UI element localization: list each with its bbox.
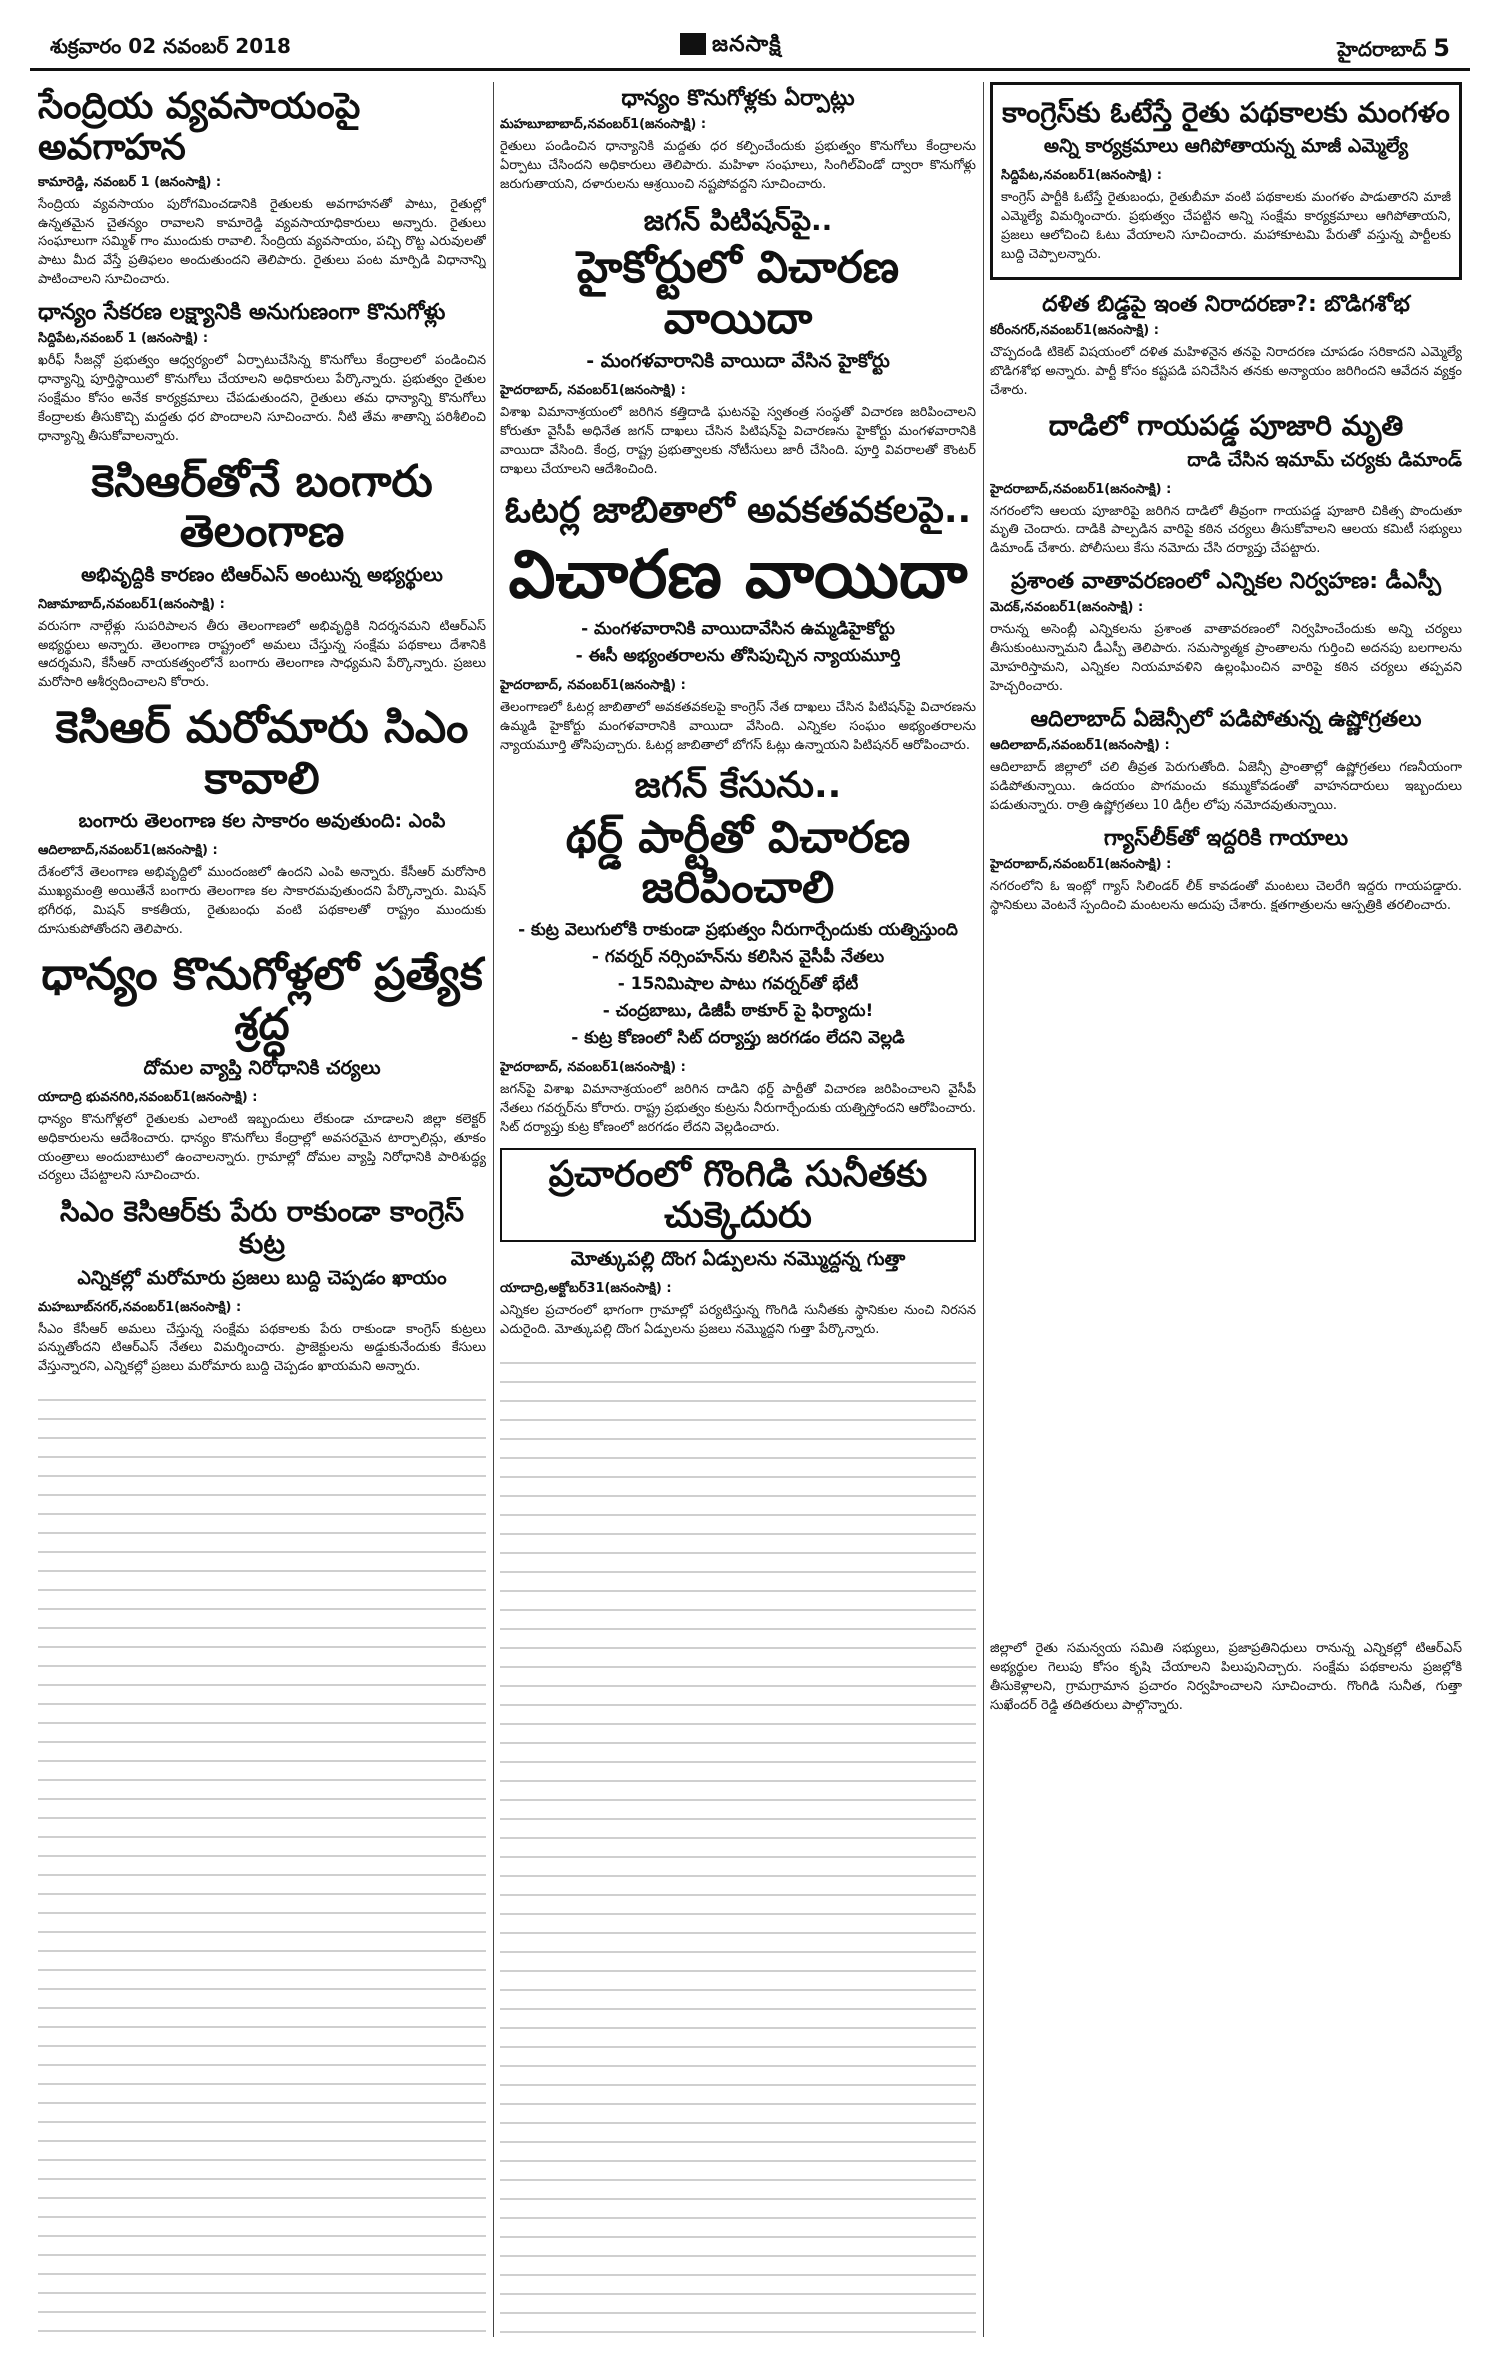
article-headline: గ్యాస్‌లీక్‌తో ఇద్దరికి గాయాలు	[1103, 825, 1349, 851]
article-headline: సేంద్రియ వ్యవసాయంపై అవగాహన	[38, 86, 361, 169]
article-subhead: ఎన్నికల్లో మరోమారు ప్రజలు బుద్ది చెప్పడం ఖాయం	[77, 1266, 447, 1289]
article	[990, 292, 1462, 401]
article-headline: ప్రశాంత వాతావరణంలో ఎన్నికల నిర్వహణ: డీఎస్పీ	[1010, 569, 1442, 595]
article-body: విశాఖ విమానాశ్రయంలో జరిగిన కత్తిదాడి ఘటనపై స్వతంత్ర సంస్థతో విచారణ జరిపించాలని కోరుతూ వైసీపీ అధినేత జగన్ దాఖలు చేసిన పిటిషన్‌పై విచారణను హైకోర్టు మంగళవారానికి వాయిదా వేసింది. కేంద్ర, రాష్ట్ర ప్రభుత్వాలకు నోటీసులు జారీ చేసింది. పూర్తి వివరాలతో కౌంటర్ దాఖలు చేయాలని ఆదేశించింది.	[500, 405, 976, 477]
article-subhead: మోత్కుపల్లి దొంగ ఏడ్పులను నమ్మొద్దన్న గుత్తా	[570, 1248, 906, 1271]
text-filler	[500, 1350, 976, 2337]
article	[500, 205, 976, 480]
article-boxed	[990, 82, 1462, 280]
article-body: జిల్లాలో రైతు సమన్వయ సమితి సభ్యులు, ప్రజాప్రతినిధులు రానున్న ఎన్నికల్లో టిఆర్‌ఎస్ అభ్యర్థుల గెలుపు కోసం కృషి చేయాలని పిలుపునిచ్చారు. సంక్షేమ పథకాలను ప్రజల్లోకి తీసుకెళ్లాలని, గ్రామగ్రామాన ప్రచారం నిర్వహించాలని సూచించారు. గొంగిడి సునీత, గుత్తా సుఖేందర్ రెడ్డి తదితరులు పాల్గొన్నారు.	[990, 1641, 1462, 1713]
edition-city	[1337, 34, 1450, 66]
article-headline: కెసిఆర్‌తోనే బంగారు తెలంగాణ	[91, 455, 433, 558]
article-headline: ప్రచారంలో గొంగిడి సునీతకు చుక్కెదురు	[500, 1148, 976, 1243]
article-dateline: హైదరాబాద్, నవంబర్1(జనంసాక్షి) :	[500, 677, 686, 693]
article-body: దేశంలోనే తెలంగాణ అభివృద్దిలో ముందంజలో ఉందని ఎంపి అన్నారు. కేసీఆర్ మరోసారి ముఖ్యమంత్రి అయితేనే బంగారు తెలంగాణ కల సాకారమవుతుందని పేర్కొన్నారు. మిషన్ భగీరథ, మిషన్ కాకతీయ, రైతుబంధు వంటి పథకాలతో రాష్ట్రం ముందుకు దూసుకుపోతోందని తెలిపారు.	[38, 865, 486, 937]
column-left	[38, 82, 486, 2337]
article-dateline: ఆదిలాబాద్,నవంబర్1(జనంసాక్షి) :	[990, 738, 1170, 754]
text-filler	[38, 1387, 486, 2337]
masthead	[30, 28, 1470, 71]
article-dateline: యాదాద్రి,అక్టోబర్31(జనంసాక్షి) :	[500, 1281, 672, 1297]
article-body: తెలంగాణలో ఓటర్ల జాబితాలో అవకతవకలపై కాంగ్రెస్ నేత దాఖలు చేసిన పిటిషన్‌పై విచారణను ఉమ్మడి హైకోర్టు మంగళవారానికి వాయిదా వేసింది. ఎన్నికల సంఘం అభ్యంతరాలను న్యాయమూర్తి తోసిపుచ్చారు. ఓటర్ల జాబితాలో బోగస్ ఓట్లు ఉన్నాయని పిటిషనర్ ఆరోపించారు.	[500, 699, 976, 753]
article	[500, 490, 976, 756]
article	[38, 703, 486, 940]
article-kicker: జగన్ కేసును..	[634, 765, 842, 807]
article-body: ధాన్యం కొనుగోళ్లలో రైతులకు ఎలాంటి ఇబ్బందులు లేకుండా చూడాలని జిల్లా కలెక్టర్ అధికారులను ఆదేశించారు. ధాన్యం కొనుగోలు కేంద్రాల్లో అవసరమైన టార్పాలిన్లు, తూకం యంత్రాలు అందుబాటులో ఉంచాలన్నారు. గ్రామాల్లో దోమల వ్యాప్తి నిరోధానికి పారిశుద్ధ్య చర్యలు చేపట్టాలని సూచించారు.	[38, 1111, 486, 1184]
bullet-item: - గవర్నర్ నర్సింహన్‌ను కలిసిన వైసీపీ నేతలు	[591, 946, 885, 967]
article	[38, 457, 486, 694]
article-body: చొప్పదండి టికెట్ విషయంలో దళిత మహిళనైన తనపై నిరాదరణ చూపడం సరికాదని ఎమ్మెల్యే బొడిగశోభ అన్నారు. పార్టీ కోసం కష్టపడి పనిచేసిన తనకు అన్యాయం జరిగిందని ఆవేదన వ్యక్తం చేశారు.	[990, 344, 1462, 398]
bullet-item: - కుట్ర కోణంలో సిట్ దర్యాప్తు జరగడం లేదని వెల్లడి	[571, 1027, 905, 1048]
logo-mark-icon	[680, 33, 706, 55]
article-headline: దాడిలో గాయపడ్డ పూజారి మృతి	[1048, 409, 1404, 443]
article	[38, 86, 486, 290]
page-number: 5	[1433, 34, 1450, 62]
article-body: ఎన్నికల ప్రచారంలో భాగంగా గ్రామాల్లో పర్యటిస్తున్న గొంగిడి సునీతకు స్థానికుల నుంచి నిరసన ఎదురైంది. మోత్కుపల్లి దొంగ ఏడ్పులను ప్రజలు నమ్మొద్దని గుత్తా పేర్కొన్నారు.	[500, 1303, 976, 1338]
bullet-item: - మంగళవారానికి వాయిదావేసిన ఉమ్మడిహైకోర్టు	[581, 618, 895, 639]
article-headline: హైకోర్టులో విచారణ వాయిదా	[576, 242, 900, 344]
article-kicker: జగన్ పిటిషన్‌పై..	[643, 203, 833, 237]
issue-date: శుక్రవారం 02 నవంబర్ 2018	[50, 34, 291, 58]
article-body: రానున్న అసెంబ్లీ ఎన్నికలను ప్రశాంత వాతావరణంలో నిర్వహించేందుకు అన్ని చర్యలు తీసుకుంటున్నామని డీఎస్పీ తెలిపారు. సమస్యాత్మక ప్రాంతాలను గుర్తించి అదనపు బలగాలను మోహరిస్తామని, ఎన్నికల నియమావళిని ఉల్లంఘించిన వారిపై కఠిన చర్యలు తప్పవని హెచ్చరించారు.	[990, 622, 1462, 694]
article-dateline: హైదరాబాద్,నవంబర్1(జనంసాక్షి) :	[990, 481, 1172, 497]
article-bullets	[500, 619, 976, 670]
article-headline: థర్డ్ పార్టీతో విచారణ జరిపించాలి	[565, 811, 911, 914]
article-dateline: హైదరాబాద్,నవంబర్1(జనంసాక్షి) :	[990, 856, 1172, 872]
city-name: హైదరాబాద్	[1337, 37, 1427, 61]
article-dateline: సిద్దిపేట,నవంబర్ 1 (జనంసాక్షి) :	[38, 331, 209, 347]
article-dateline: కరీంనగర్,నవంబర్1(జనంసాక్షి) :	[990, 322, 1159, 338]
column-divider	[493, 82, 494, 2337]
article-dateline: ఆదిలాబాద్,నవంబర్1(జనంసాక్షి) :	[38, 843, 218, 859]
article-dateline: యాదాద్రి భువనగిరి,నవంబర్1(జనంసాక్షి) :	[38, 1089, 258, 1105]
bullet-item: - 15నిమిషాల పాటు గవర్నర్‌తో భేటీ	[617, 973, 859, 994]
article	[500, 86, 976, 195]
article-body: సేంద్రియ వ్యవసాయం పురోగమించడానికి రైతులకు అవగాహనతో పాటు, రైతుల్లో ఉన్నతమైన చైతన్యం రావాలని కామారెడ్డి వ్యవసాయాధికారులు అన్నారు. రైతులు సంఘాలుగా సమ్మిళ్ గాం ముందుకు రావాలి. సేంద్రియ వ్యవసాయం, పచ్చి రొట్ట ఎరువులతో పాటు మీద వేస్తే ప్రతిఫలం అందుతుందని తెలిపారు. రైతులు పంట మార్పిడి విధానాన్ని పాటించాలని సూచించారు.	[38, 196, 486, 288]
article-headline: సిఎం కెసిఆర్‌కు పేరు రాకుండా కాంగ్రెస్ కుట్ర	[59, 1195, 465, 1261]
article-dateline: సిద్దిపేట,నవంబర్1(జనంసాక్షి) :	[1001, 168, 1163, 184]
article-dateline: మహబూబ్‌నగర్,నవంబర్1(జనంసాక్షి) :	[38, 1299, 242, 1315]
bullet-item: - చంద్రబాబు, డిజీపీ ఠాకూర్ పై ఫిర్యాదు!	[602, 1000, 874, 1021]
article-dateline: నిజామాబాద్,నవంబర్1(జనంసాక్షి) :	[38, 596, 225, 612]
article-subhead: దాడి చేసిన ఇమామ్ చర్యకు డిమాండ్	[1187, 448, 1462, 471]
article-headline: ధాన్యం కొనుగోళ్లకు ఏర్పాట్లు	[621, 86, 855, 111]
article	[990, 410, 1462, 559]
article-headline: కాంగ్రెస్‌కు ఓటేస్తే రైతు పథకాలకు మంగళం	[1002, 96, 1450, 129]
article-dateline: హైదరాబాద్, నవంబర్1(జనంసాక్షి) :	[500, 1059, 686, 1075]
article-body: సీఎం కేసీఆర్ అమలు చేస్తున్న సంక్షేమ పథకాలకు పేరు రాకుండా కాంగ్రెస్ కుట్రలు పన్నుతోందని టిఆర్‌ఎస్ నేతలు విమర్శించారు. ప్రాజెక్టులను అడ్డుకునేందుకు కేసులు వేస్తున్నారని, ఎన్నికల్లో ప్రజలు మరోమారు బుద్ది చెప్పడం ఖాయమని అన్నారు.	[38, 1321, 486, 1375]
logo-text: జనసాక్షి	[712, 32, 782, 57]
article-body: ఖరీఫ్ సీజన్లో ప్రభుత్వం ఆధ్వర్యంలో ఏర్పాటుచేసిన్న కొనుగోలు కేంద్రాలలో పండించిన ధాన్యాన్ని పూర్తిస్థాయిలో కొనుగోలు చేయాలని అధికారులు పేర్కొన్నారు. ప్రభుత్వం రైతుల సంక్షేమం కోసం అనేక కార్యక్రమాలు చేపడుతుందని, రైతులు తమ ధాన్యాన్ని కొనుగోలు కేంద్రాలకు తీసుకొచ్చి మద్దతు ధర పొందాలని సూచించారు. నీటి తేమ శాతాన్ని పరిశీలించి ధాన్యాన్ని తీసుకోవాలన్నారు.	[38, 353, 486, 444]
column-divider	[983, 82, 984, 2337]
article-dateline: కామారెడ్డి, నవంబర్ 1 (జనంసాక్షి) :	[38, 174, 222, 190]
article-subhead: దోమల వ్యాప్తి నిరోధానికి చర్యలు	[143, 1056, 381, 1079]
article-body: వరుసగా నాల్గేళ్లు సుపరిపాలన తీరు తెలంగాణలో అభివృద్ధికి నిదర్శనమని టిఆర్‌ఎస్ అభ్యర్థులు అన్నారు. తెలంగాణ రాష్ట్రంలో అమలు చేస్తున్న సంక్షేమ పథకాలు దేశానికి ఆదర్శమని, కేసీఆర్ నాయకత్వంలోనే బంగారు తెలంగాణ సాధ్యమని పేర్కొన్నారు. ప్రజలు మరోసారి ఆశీర్వదించాలని కోరారు.	[38, 618, 486, 691]
bullet-item: - ఈసీ అభ్యంతరాలను తోసిపుచ్చిన న్యాయమూర్తి	[575, 645, 901, 666]
article	[38, 1196, 486, 1377]
column-middle	[500, 82, 976, 2337]
article-subhead: అభివృద్దికి కారణం టిఆర్‌ఎస్ అంటున్న అభ్యర్థులు	[81, 563, 443, 586]
article-headline: ధాన్యం సేకరణ లక్ష్యానికి అనుగుణంగా కొనుగోళ్లు	[38, 300, 446, 325]
article	[38, 300, 486, 447]
article-headline: ఆదిలాబాద్ ఏజెన్సీలో పడిపోతున్న ఉష్ణోగ్రతలు	[1030, 706, 1422, 732]
article-dateline: మెదక్,నవంబర్1(జనంసాక్షి) :	[990, 600, 1144, 616]
continued-story	[990, 1640, 1462, 1850]
article-body: కాంగ్రెస్ పార్టీకి ఓటేస్తే రైతుబంధు, రైతుబీమా వంటి పథకాలకు మంగళం పాడుతారని మాజీ ఎమ్మెల్యే విమర్శించారు. ప్రభుత్వం చేపట్టిన అన్ని సంక్షేమ కార్యక్రమాలు ఆగిపోతాయని, ప్రజలు ఆలోచించి ఓటు వేయాలని సూచించారు. మహాకూటమి పేరుతో వస్తున్న పార్టీలకు బుద్ది చెప్పాలన్నారు.	[1001, 190, 1451, 262]
article-headline: విచారణ వాయిదా	[508, 535, 968, 613]
article-body: ఆదిలాబాద్ జిల్లాలో చలి తీవ్రత పెరుగుతోంది. ఏజెన్సీ ప్రాంతాల్లో ఉష్ణోగ్రతలు గణనీయంగా పడిపోతున్నాయి. ఉదయం పొగమంచు కమ్ముకోవడంతో వాహనదారులు ఇబ్బందులు పడుతున్నారు. రాత్రి ఉష్ణోగ్రతలు 10 డిగ్రీల లోపు నమోదవుతున్నాయి.	[990, 760, 1462, 813]
article	[990, 826, 1462, 916]
column-right	[990, 82, 1462, 1627]
article-subhead: - మంగళవారానికి వాయిదా వేసిన హైకోర్టు	[586, 350, 890, 373]
article	[500, 765, 976, 1137]
newspaper-logo	[680, 32, 782, 62]
article	[38, 950, 486, 1187]
article	[500, 1148, 976, 1340]
article-dateline: మహబూబాబాద్,నవంబర్1(జనంసాక్షి) :	[500, 117, 707, 133]
article	[990, 707, 1462, 816]
article	[990, 569, 1462, 697]
article-dateline: హైదరాబాద్, నవంబర్1(జనంసాక్షి) :	[500, 383, 686, 399]
article-subhead: అన్ని కార్యక్రమాలు ఆగిపోతాయన్న మాజీ ఎమ్మెల్యే	[1043, 135, 1409, 158]
article-body: జగన్‌పై విశాఖ విమానాశ్రయంలో జరిగిన దాడిని థర్డ్ పార్టీతో విచారణ జరిపించాలని వైసీపీ నేతలు గవర్నర్‌ను కోరారు. రాష్ట్ర ప్రభుత్వం కుట్రను నీరుగార్చేందుకు యత్నిస్తోందని ఆరోపించారు. సిట్ దర్యాప్తు కుట్ర కోణంలో జరగడం లేదని వెల్లడించారు.	[500, 1081, 976, 1135]
article-body: నగరంలోని ఆలయ పూజారిపై జరిగిన దాడిలో తీవ్రంగా గాయపడ్డ పూజారి చికిత్స పొందుతూ మృతి చెందారు. దాడికి పాల్పడిన వారిపై కఠిన చర్యలు తీసుకోవాలని ఆలయ కమిటీ సభ్యులు డిమాండ్ చేశారు. పోలీసులు కేసు నమోదు చేసి దర్యాప్తు చేపట్టారు.	[990, 503, 1462, 557]
article-body: నగరంలోని ఓ ఇంట్లో గ్యాస్ సిలిండర్ లీక్ కావడంతో మంటలు చెలరేగి ఇద్దరు గాయపడ్డారు. స్థానికులు వెంటనే స్పందించి మంటలను అదుపు చేశారు. క్షతగాత్రులను ఆస్పత్రికి తరలించారు.	[990, 878, 1462, 913]
article-headline: కెసిఆర్ మరోమారు సిఎం కావాలి	[55, 702, 469, 804]
article-body: రైతులు పండించిన ధాన్యానికి మద్దతు ధర కల్పించేందుకు ప్రభుత్వం కొనుగోలు కేంద్రాలను ఏర్పాటు చేసిందని అధికారులు తెలిపారు. మహిళా సంఘాలు, సింగిల్‌విండో ద్వారా కొనుగోళ్లు జరుగుతాయని, దళారులను ఆశ్రయించి నష్టపోవద్దని సూచించారు.	[500, 139, 976, 192]
article-headline: దళిత బిడ్డపై ఇంత నిరాదరణా?: బొడిగశోభ	[1042, 291, 1410, 317]
article-subhead: బంగారు తెలంగాణ కల సాకారం అవుతుంది: ఎంపి	[78, 810, 446, 833]
article-kicker: ఓటర్ల జాబితాలో అవకతవకలపై..	[504, 489, 972, 531]
article-headline: ధాన్యం కొనుగోళ్లలో ప్రత్యేక శ్రద్ధ	[41, 948, 483, 1051]
article-bullets	[500, 920, 976, 1052]
bullet-item: - కుట్ర వెలుగులోకి రాకుండా ప్రభుత్వం నీరుగార్చేందుకు యత్నిస్తుంది	[518, 919, 958, 940]
